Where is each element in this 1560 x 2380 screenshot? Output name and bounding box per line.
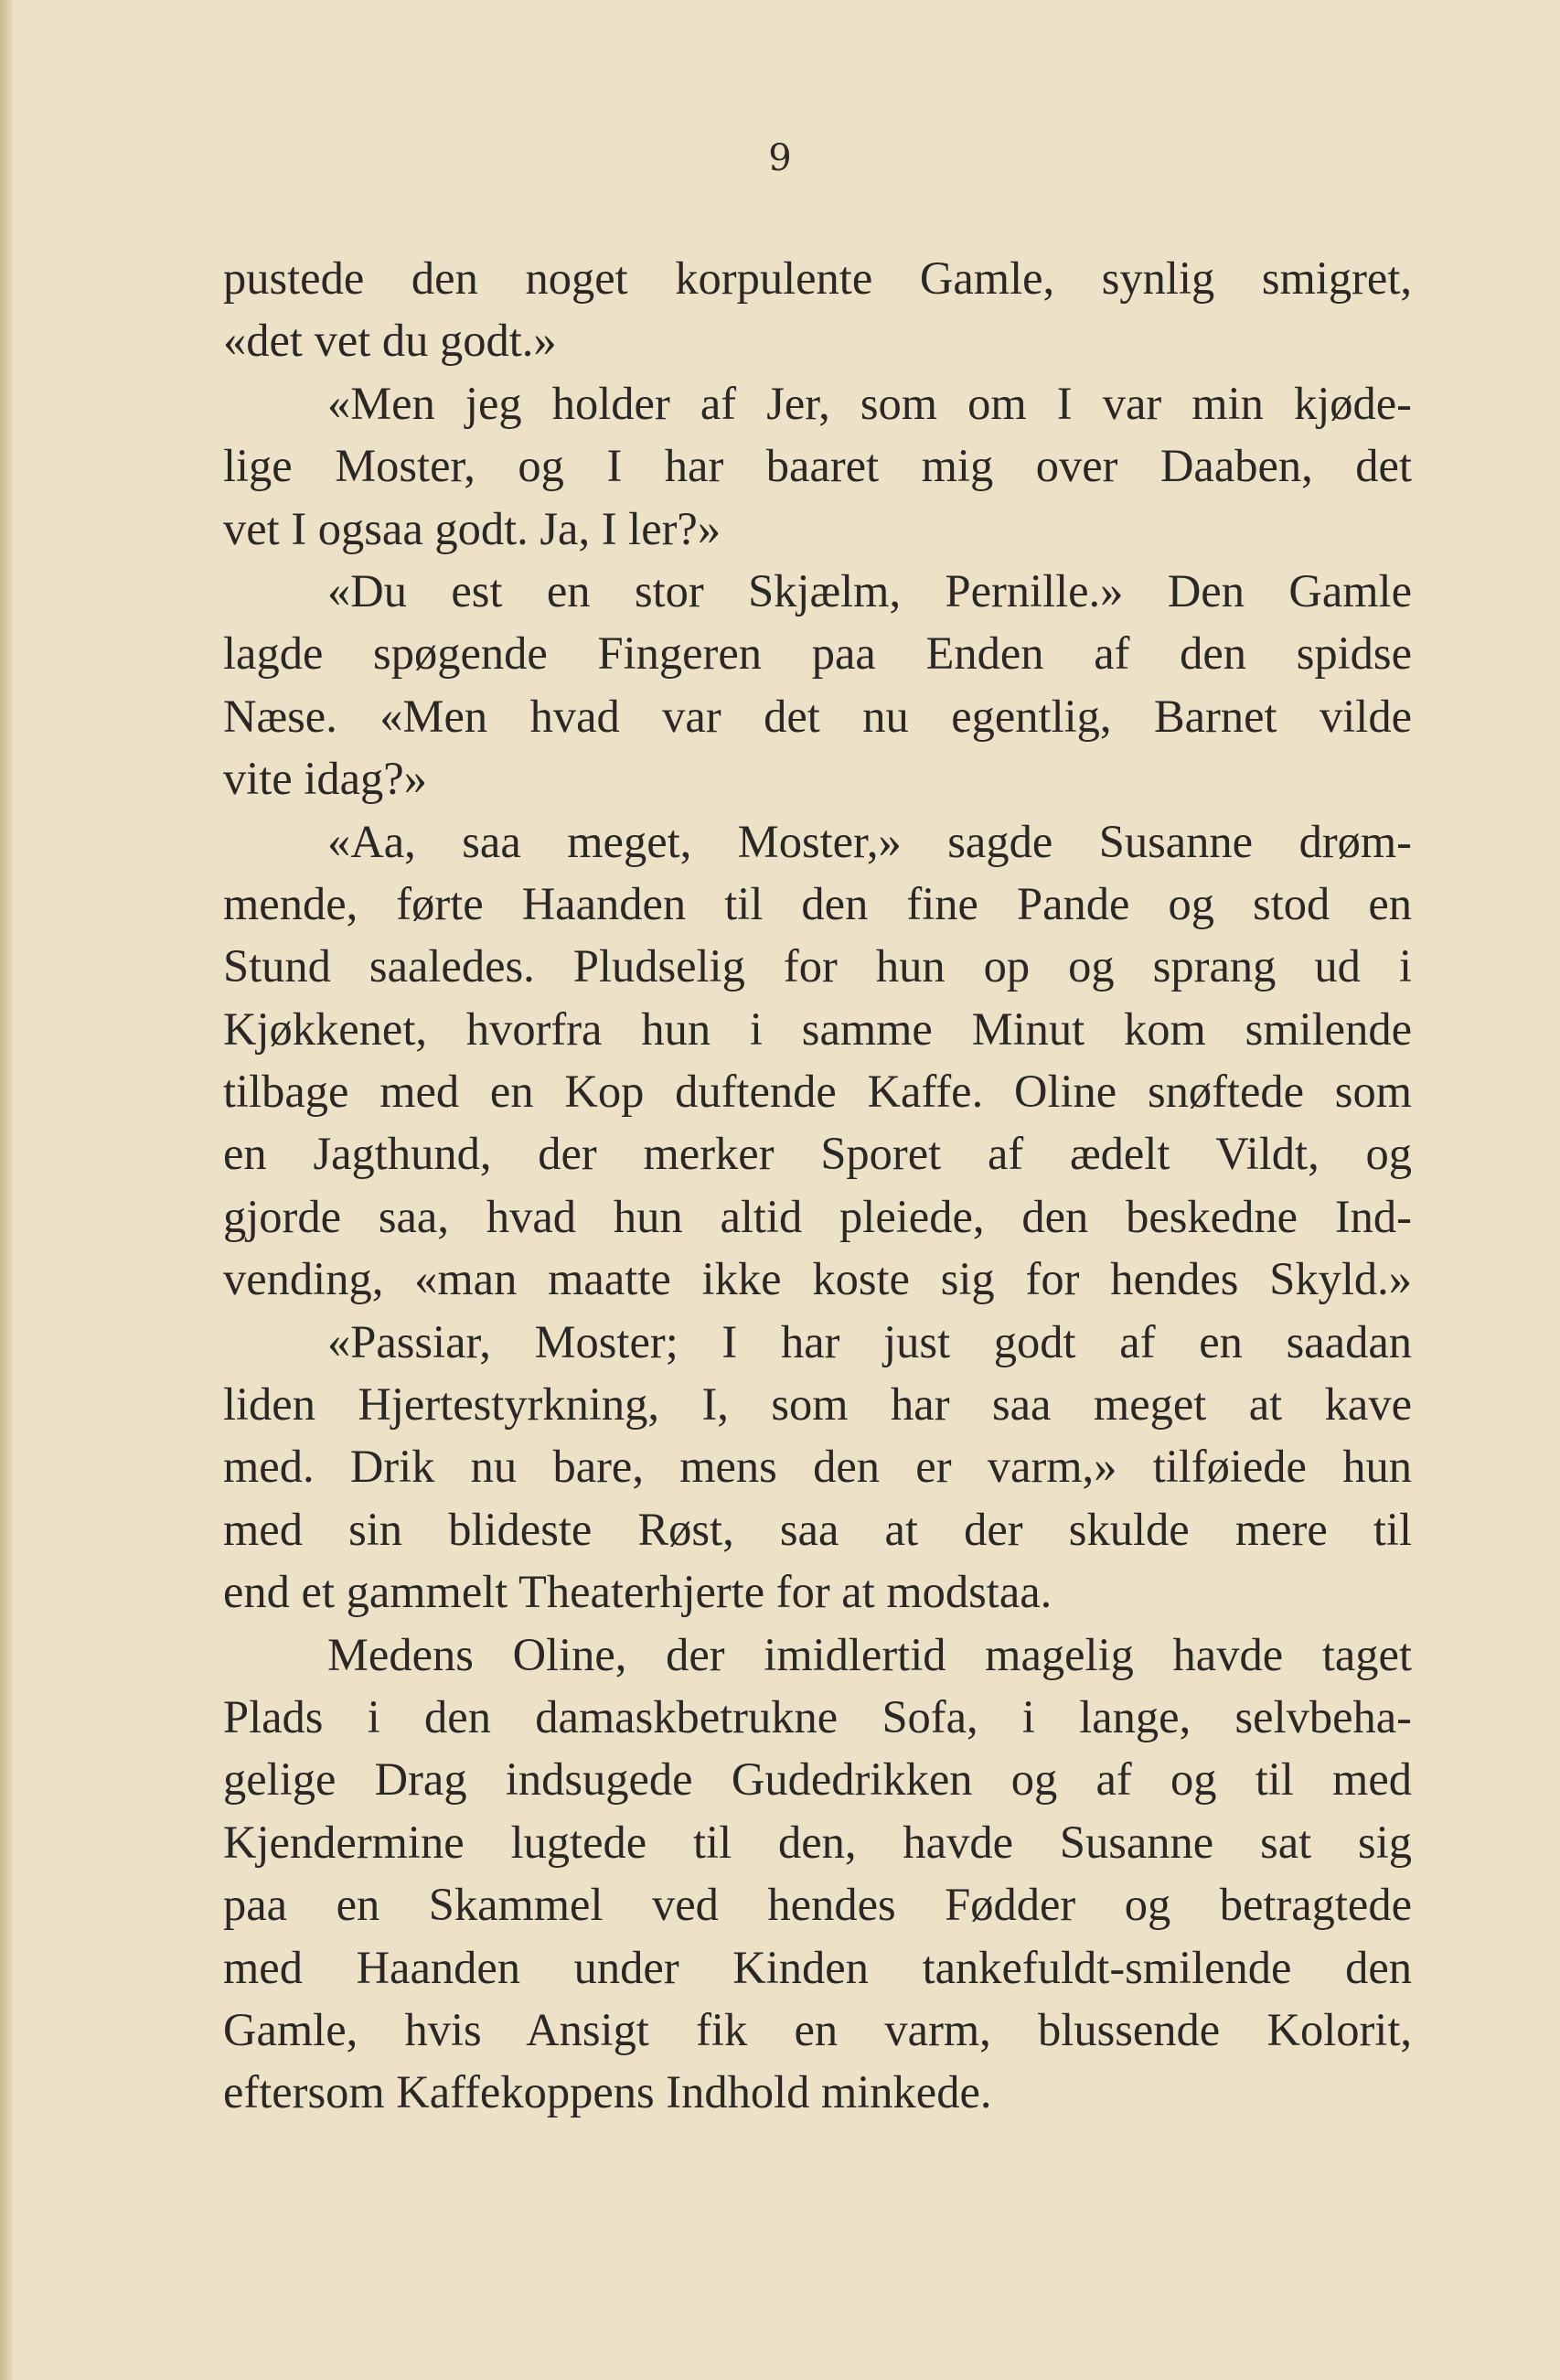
- text-line: med sin blideste Røst, saa at der skulde mere til: [223, 1503, 1412, 1555]
- text-line: «Aa, saa meget, Moster,» sagde Susanne drøm-: [327, 815, 1412, 867]
- text-line: lagde spøgende Fingeren paa Enden af den spidse: [223, 627, 1412, 680]
- text-line: «det vet du godt.»: [223, 315, 557, 367]
- page-binding-edge: [0, 0, 13, 2380]
- page-number: 9: [768, 137, 792, 179]
- text-line: paa en Skammel ved hendes Fødder og betragtede: [223, 1879, 1412, 1931]
- text-line: vite idag?»: [223, 753, 427, 805]
- text-line: Plads i den damaskbetrukne Sofa, i lange, selvbeha-: [223, 1690, 1412, 1742]
- text-line: pustede den noget korpulente Gamle, synlig smigret,: [223, 252, 1412, 304]
- text-line: «Du est en stor Skjælm, Pernille.» Den Gamle: [327, 564, 1412, 616]
- text-line: Medens Oline, der imidlertid magelig havde taget: [327, 1628, 1412, 1680]
- text-line: med. Drik nu bare, mens den er varm,» tilføiede hun: [223, 1441, 1412, 1493]
- text-line: med Haanden under Kinden tankefuldt-smilende den: [223, 1941, 1412, 1993]
- text-line: lige Moster, og I har baaret mig over Daaben, det: [223, 440, 1412, 492]
- text-line: gjorde saa, hvad hun altid pleiede, den beskedne Ind-: [223, 1190, 1412, 1242]
- text-line: Gamle, hvis Ansigt fik en varm, blussende Kolorit,: [223, 2003, 1412, 2055]
- text-line: en Jagthund, der merker Sporet af ædelt Vildt, og: [223, 1128, 1412, 1180]
- text-line: «Passiar, Moster; I har just godt af en saadan: [327, 1315, 1412, 1367]
- body-text: [223, 247, 1412, 2124]
- text-line: Kjøkkenet, hvorfra hun i samme Minut kom smilende: [223, 1002, 1412, 1055]
- text-line: liden Hjertestyrkning, I, som har saa meget at kave: [223, 1378, 1412, 1431]
- text-line: «Men jeg holder af Jer, som om I var min kjøde-: [327, 377, 1412, 429]
- text-line: mende, førte Haanden til den fine Pande og stod en: [223, 877, 1412, 929]
- text-line: Næse. «Men hvad var det nu egentlig, Barnet vilde: [223, 690, 1412, 742]
- text-line: tilbage med en Kop duftende Kaffe. Oline snøftede som: [223, 1066, 1412, 1118]
- text-line: end et gammelt Theaterhjerte for at modstaa.: [223, 1566, 1052, 1618]
- text-line: vending, «man maatte ikke koste sig for hendes Skyld.»: [223, 1253, 1412, 1305]
- text-line: vet I ogsaa godt. Ja, I ler?»: [223, 502, 721, 554]
- text-line: gelige Drag indsugede Gudedrikken og af og til med: [223, 1753, 1412, 1806]
- text-line: Stund saaledes. Pludselig for hun op og sprang ud i: [223, 940, 1412, 992]
- text-line: Kjendermine lugtede til den, havde Susanne sat sig: [223, 1816, 1412, 1868]
- text-line: eftersom Kaffekoppens Indhold minkede.: [223, 2066, 992, 2118]
